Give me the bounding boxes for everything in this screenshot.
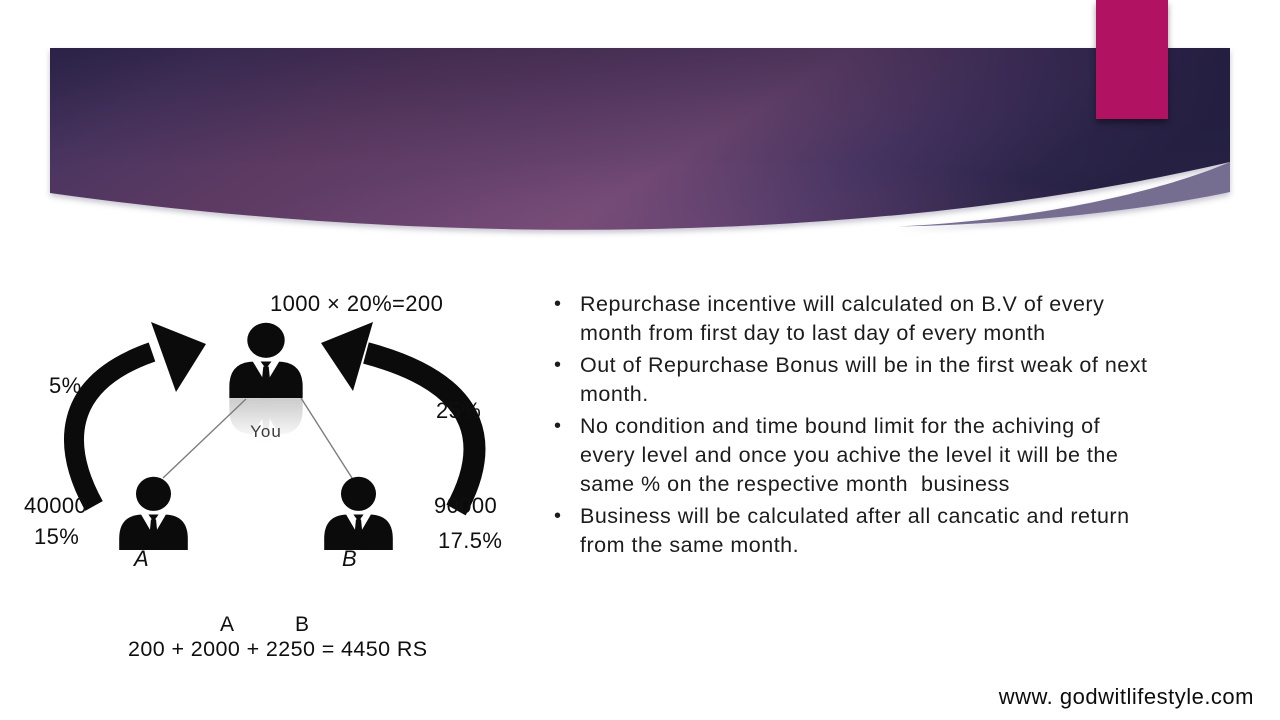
left-business-value-label: 40000 — [24, 493, 88, 518]
left-level-percent-label: 15% — [34, 524, 80, 549]
bullet-item — [552, 290, 1252, 348]
person-a-icon — [119, 477, 188, 550]
sum-formula-label: 200 + 2000 + 2250 = 4450 RS — [128, 637, 428, 661]
bullet-line: month from first day to last day of every month — [580, 321, 1046, 345]
bullet-list — [552, 290, 1252, 563]
bullet-line: every level and once you achive the level it will be the — [580, 443, 1119, 467]
bullet-line: from the same month. — [580, 533, 800, 557]
bullet-icon: • — [554, 505, 562, 527]
left-curved-arrow-icon — [74, 322, 206, 506]
sum-b-header: B — [295, 613, 310, 636]
left-arrow-percent-label: 5% — [49, 373, 82, 398]
bullet-item — [552, 412, 1252, 499]
bullet-text — [580, 351, 1252, 409]
bullet-text — [580, 290, 1252, 348]
bullet-line: Repurchase incentive will calculated on B.V of every — [580, 292, 1105, 316]
member-b-label: B — [342, 546, 358, 571]
person-b-icon — [324, 477, 393, 550]
website-footer: www. godwitlifestyle.com — [998, 684, 1254, 709]
bullet-line: No condition and time bound limit for the achiving of — [580, 414, 1101, 438]
bullet-text — [580, 412, 1252, 499]
bullet-line: same % on the respective month business — [580, 472, 1010, 496]
you-label: You — [250, 422, 282, 441]
bullet-icon: • — [554, 354, 562, 376]
bullet-line: month. — [580, 382, 649, 406]
bullet-line: Business will be calculated after all cancatic and return — [580, 504, 1130, 528]
person-you-icon — [229, 323, 302, 398]
member-a-label: A — [134, 546, 150, 571]
bullet-icon: • — [554, 415, 562, 437]
bullet-text — [580, 502, 1252, 560]
right-arrow-percent-label: 25% — [436, 398, 482, 423]
connector-you-to-b — [301, 398, 352, 478]
right-level-percent-label: 17.5% — [438, 528, 503, 553]
bullet-line: Out of Repurchase Bonus will be in the first weak of next — [580, 353, 1148, 377]
right-business-value-label: 90000 — [434, 493, 498, 518]
bullet-icon: • — [554, 293, 562, 315]
connector-you-to-a — [163, 399, 246, 478]
bullet-item — [552, 351, 1252, 409]
sum-a-header: A — [220, 613, 235, 636]
top-formula-label: 1000 × 20%=200 — [270, 291, 444, 316]
bullet-item — [552, 502, 1252, 560]
